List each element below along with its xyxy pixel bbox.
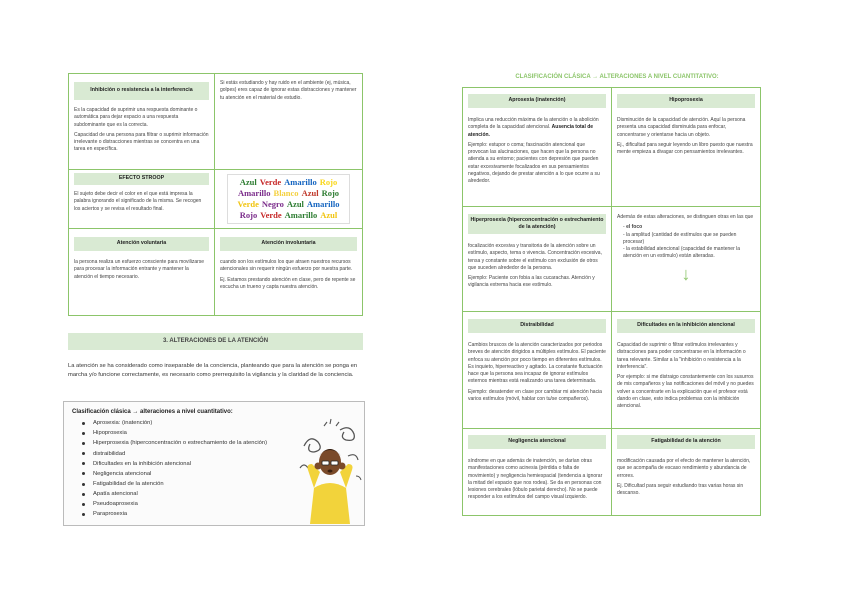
stroop-word: Azul <box>239 176 257 187</box>
voluntaria-card <box>68 228 215 316</box>
involuntaria-example: Ej. Estamos prestando atención en clase, pero de repente se escucha un trueno y capta nuestra atención. <box>220 276 356 290</box>
stroop-header: EFECTO STROOP <box>74 173 209 185</box>
dificultades-card <box>611 311 761 429</box>
inhibicion-text-1: Es la capacidad de suprimir una respuesta dominante o automática para dejar espacio a una respuesta subdominante que es la correcta. <box>74 107 198 128</box>
inhibicion-header: Inhibición o resistencia a la interferencia <box>74 82 209 100</box>
hipoprosexia-card <box>611 87 761 207</box>
stroop-word-image <box>227 174 350 224</box>
involuntaria-header: Atención involuntaria <box>220 237 357 251</box>
right-page-title: CLASIFICACIÓN CLÁSICA → ALTERACIONES A NIVEL CUANTITATIVO: <box>515 74 719 80</box>
stroop-word: Rojo <box>321 187 340 198</box>
bullet-icon <box>82 503 85 506</box>
fatigabilidad-text-2: Ej. Dificultad para seguir estudiando tras varias horas sin descanso. <box>617 482 744 496</box>
hiperprosexia-header: Hiperprosexia (hiperconcentración o estrechamiento de la atención) <box>468 214 606 234</box>
distraibilidad-text-1: Cambios bruscos de la atención caracterizados por periodos breves de atención dirigidos a múltiples estímulos. El paciente enfoca su atención por poco tiempo en diferentes estímulos. Es inquieto, hiperreactivo y agitado. La constante fluctuación hace que la persona sea incapaz de ignorar estímulos externos mientras está realizando una tarea determinada. <box>468 342 606 385</box>
fatigabilidad-text-1: modificación causada por el efecto de mantener la atención, que se acompaña de escaso rendimiento y abundancia de errores. <box>617 458 751 479</box>
involuntaria-card <box>214 228 363 316</box>
clasificacion-item-label: Hipoprosexia <box>93 430 127 437</box>
down-arrow-icon: ↓ <box>681 263 691 284</box>
inhibicion-card <box>68 73 215 170</box>
notes-intro: Además de estas alteraciones, se distinguen otras en las que <box>617 214 754 220</box>
stroop-word: Verde <box>237 199 259 209</box>
hipoprosexia-header: Hipoprosexia <box>617 94 755 108</box>
clasificacion-item-label: distraibilidad <box>93 450 126 457</box>
clasificacion-item-label: Apatía atencional <box>93 491 138 498</box>
stroop-word: Blanco <box>273 187 299 198</box>
stroop-word: Amarillo <box>306 199 340 209</box>
section-title: 3. ALTERACIONES DE LA ATENCIÓN <box>68 333 363 350</box>
stroop-word: Rojo <box>239 210 258 221</box>
stroop-text: El sujeto debe decir el color en el que está impresa la palabra ignorando el significado de la misma. Se recogen los aciertos y se revisa el resultado final. <box>74 191 202 212</box>
stroop-word: Negro <box>261 199 284 209</box>
stroop-word: Amarillo <box>284 176 317 187</box>
aprosexia-header: Aprosexia (inatención) <box>468 94 606 108</box>
aprosexia-card <box>462 87 612 207</box>
clasificacion-item-label: Dificultades en la inhibición atencional <box>93 460 191 467</box>
inhibicion-example-card <box>214 73 363 170</box>
hipoprosexia-text-2: Ej., dificultad para seguir leyendo un libro puesto que nuestra mente empieza a divagar con pensamientos irrelevantes. <box>617 141 753 155</box>
notes-list <box>617 224 755 260</box>
aprosexia-bold: Ausencia total de atención. <box>468 124 594 138</box>
dificultades-text-1: Capacidad de suprimir o filtrar estímulos irrelevantes y distracciones para poder concentrarse en la información o tarea relevante. Similar a la "inhibición o resistencia a la interferencia". <box>617 342 746 370</box>
bullet-icon <box>82 442 85 445</box>
clasificacion-item-label: Pseudoaprosexia <box>93 501 138 508</box>
notes-item-amplitud: - la amplitud (cantidad de estímulos que se pueden procesar) <box>623 231 737 245</box>
bullet-icon <box>82 432 85 435</box>
dificultades-header: Dificultades en la inhibición atencional <box>617 319 755 333</box>
stroop-word: Verde <box>260 210 282 221</box>
aprosexia-text-2: Ejemplo: estupor o coma; fascinación atencional que provocan las alucinaciones, que hacen que la persona no atienda a su entorno; pacientes con depresión que pueden estar excesivamente focalizados en sus pensamientos negativos, dejando de prestar atención a lo que ocurre a su alrededor. <box>468 141 600 184</box>
clasificacion-box <box>63 401 365 526</box>
notes-item-estabilidad: - la estabilidad atencional (capacidad de mantener la atención en un estímulo) están alteradas. <box>623 246 741 260</box>
fatigabilidad-header: Fatigabilidad de la atención <box>617 435 755 449</box>
distraibilidad-header: Distraibilidad <box>468 319 606 333</box>
bullet-icon <box>82 493 85 496</box>
bullet-icon <box>82 513 85 516</box>
negligencia-header: Negligencia atencional <box>468 435 606 449</box>
bullet-icon <box>82 483 85 486</box>
bullet-icon <box>82 462 85 465</box>
clasificacion-title: Clasificación clásica → alteraciones a nivel cuantitativo: <box>72 409 233 415</box>
dificultades-text-2: Por ejemplo: si me distraigo constantemente con los susurros de mis compañeros y las notificaciones del móvil y no puedes volver a concentrarte en la explicación que el profesor está dando en clase, esto indica problemas con la inhibición atencional. <box>617 374 754 409</box>
notes-card <box>611 206 761 312</box>
distraibilidad-card <box>462 311 612 429</box>
clasificacion-item-label: Negligencia atencional <box>93 470 152 477</box>
stroop-word: Azul <box>301 187 319 198</box>
notes-item-foco: - el foco <box>623 224 643 231</box>
inhibicion-text-2: Capacidad de una persona para filtrar o suprimir información irrelevante o distracciones mientras se concentra en una tarea en específica. <box>74 131 209 153</box>
inhibicion-example: Si estás estudiando y hay ruido en el ambiente (ej, música, golpes) eres capaz de ignorar estas distracciones y mantener tu atención en el material de estudio. <box>220 80 357 101</box>
bullet-icon <box>82 452 85 455</box>
stroop-image-card <box>214 169 363 229</box>
hiperprosexia-text-1: focalización excesiva y transitoria de la atención sobre un estímulo, aspecto, tema o vivencia. Concentración excesiva, tensa y constante sobre el estímulo con exclusión de otros que suceden alrededor de la persona. <box>468 243 602 271</box>
clasificacion-item-label: Aprosexia: (inatención) <box>93 420 153 427</box>
voluntaria-header: Atención voluntaria <box>74 237 209 251</box>
negligencia-text: síndrome en que además de inatención, se darían otras manifestaciones como acinesia (pérdida o falta de movimiento) y negligencia hemiespacial (tendencia a ignorar la mitad del espacio que nos rodea). Se da en personas con lesiones cerebrales (lóbulo parietal derecho). No se puede responder a los estímulos del campo visual izquierdo. <box>468 458 603 501</box>
bullet-icon <box>82 422 85 425</box>
clasificacion-item-label: Fatigabilidad de la atención <box>93 480 164 487</box>
hipoprosexia-text-1: Disminución de la capacidad de atención. Aquí la persona presenta una capacidad disminuida para enfocar, concentrarse y orientarse hacia un objeto. <box>617 117 746 138</box>
clasificacion-item-label: Paraprosexia <box>93 511 128 518</box>
stroop-word: Amarillo <box>284 210 318 221</box>
section-intro: La atención se ha considerado como inseparable de la conciencia, planteando que para la atención se ponga en marcha y/o funcione correctamente, es necesario como prerrequisito la vigilancia y la claridad de la conciencia. <box>68 363 358 379</box>
stressed-person-illustration <box>296 416 364 524</box>
fatigabilidad-card <box>611 428 761 516</box>
bullet-icon <box>82 472 85 475</box>
distraibilidad-text-2: Ejemplo: desatender en clase por cambiar mi atención hacia varios estímulos (móvil, hablar con tu/se compañeros). <box>468 388 602 402</box>
involuntaria-text: cuando son los estímulos los que atraen nuestros recursos atencionales sin requerir ningún esfuerzo por nuestra parte. <box>220 259 353 273</box>
hiperprosexia-card <box>462 206 612 312</box>
stroop-word: Rojo <box>319 176 338 187</box>
stroop-word: Verde <box>259 176 282 187</box>
stroop-word: Azul <box>286 199 304 209</box>
clasificacion-item-label: Hiperprosexia (hiperconcentración o estrechamiento de la atención) <box>93 440 268 447</box>
stroop-word: Amarillo <box>237 187 271 198</box>
aprosexia-text-1: Implica una reducción máxima de la atención o la abolición completa de la capacidad atencional. Ausencia total de atención. <box>468 117 599 138</box>
hiperprosexia-text-2: Ejemplo: Paciente con fobia a las cucarachas. Atención y vigilancia extrema hacia ese estímulo. <box>468 275 595 289</box>
stroop-word: Azul <box>320 210 338 221</box>
negligencia-card <box>462 428 612 516</box>
voluntaria-text: la persona realiza un esfuerzo consciente para movilizarse para procesar la información entrante y mantener la atención el tiempo necesario. <box>74 259 205 280</box>
stroop-card <box>68 169 215 229</box>
